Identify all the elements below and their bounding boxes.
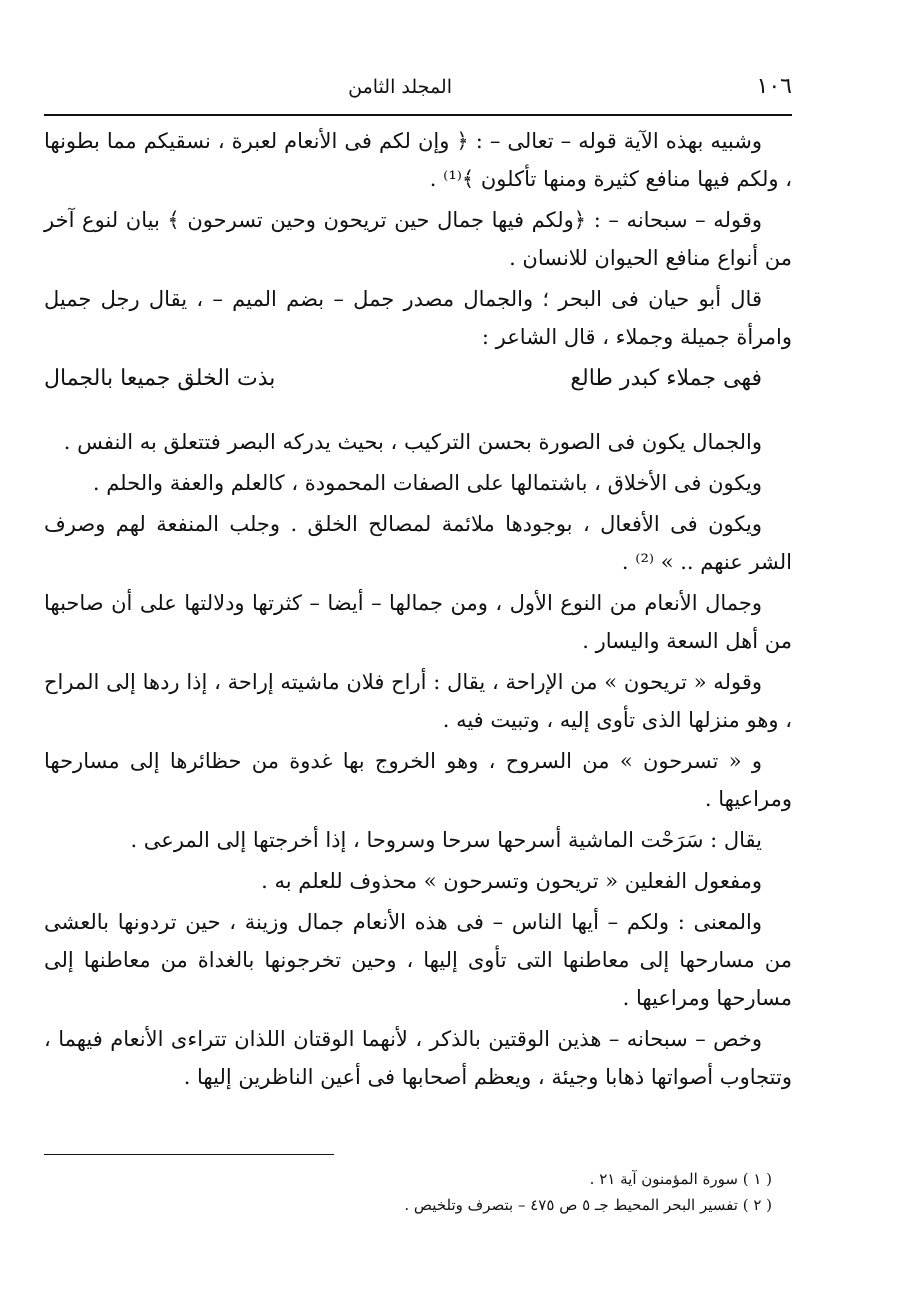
running-title: المجلد الثامن bbox=[348, 76, 452, 98]
footnote: ( ٢ ) تفسير البحر المحيط جـ ٥ ص ٤٧٥ – بتصرف وتلخيص . bbox=[404, 1196, 772, 1214]
paragraph: ويكون فى الأفعال ، بوجودها ملائمة لمصالح الخلق . وجلب المنفعة لهم وصرف الشر عنهم .. » ⁽²⁾ . bbox=[44, 512, 792, 574]
header-rule bbox=[44, 114, 792, 116]
paragraph: يقال : سَرَحْت الماشية أسرحها سرحا وسروحا ، إذا أخرجتها إلى المرعى . bbox=[130, 828, 762, 852]
paragraph: والجمال يكون فى الصورة بحسن التركيب ، بحيث يدركه البصر فتتعلق به النفس . bbox=[63, 430, 762, 454]
paragraph: وجمال الأنعام من النوع الأول ، ومن جمالها – أيضا – كثرتها ودلالتها على أن صاحبها من أهل السعة واليسار . bbox=[44, 591, 792, 653]
poetry-verse bbox=[44, 359, 762, 399]
page-header bbox=[44, 70, 792, 110]
paragraph: وخص – سبحانه – هذين الوقتين بالذكر ، لأنهما الوقتان اللذان تتراءى الأنعام فيهما ، وتتجاوب أصواتها ذهابا وجيئة ، ويعظم أصحابها فى أعين الناظرين إليها . bbox=[44, 1027, 792, 1089]
paragraph: و « تسرحون » من السروح ، وهو الخروج بها غدوة من حظائرها إلى مسارحها ومراعيها . bbox=[44, 749, 792, 811]
paragraph: وقوله « تريحون » من الإراحة ، يقال : أراح فلان ماشيته إراحة ، إذا ردها إلى المراح ، وهو منزلها الذى تأوى إليه ، وتبيت فيه . bbox=[44, 670, 792, 732]
paragraph: قال أبو حيان فى البحر ؛ والجمال مصدر جمل – بضم الميم – ، يقال رجل جميل وامرأة جميلة وجملاء ، قال الشاعر : bbox=[44, 287, 792, 349]
paragraph: ومفعول الفعلين « تريحون وتسرحون » محذوف للعلم به . bbox=[261, 869, 762, 893]
verse-second-hemistich: بذت الخلق جميعا بالجمال bbox=[44, 366, 276, 391]
page-number: ١٠٦ bbox=[756, 74, 792, 99]
footnote: ( ١ ) سورة المؤمنون آية ٢١ . bbox=[589, 1170, 772, 1188]
footnote-rule bbox=[44, 1154, 334, 1155]
paragraph: والمعنى : ولكم – أيها الناس – فى هذه الأنعام جمال وزينة ، حين تردونها بالعشى من مسارحها إلى معاطنها التى تأوى إليها ، وحين تخرجونها بالغداة من معاطنها إلى مسارحها ومراعيها . bbox=[44, 910, 792, 1010]
body-text bbox=[44, 122, 792, 1099]
paragraph: ويكون فى الأخلاق ، باشتمالها على الصفات المحمودة ، كالعلم والعفة والحلم . bbox=[92, 471, 762, 495]
footnotes bbox=[44, 1166, 772, 1218]
paragraph: وشبيه بهذه الآية قوله – تعالى – : ﴿ وإن لكم فى الأنعام لعبرة ، نسقيكم مما بطونها ، ولكم فيها منافع كثيرة ومنها تأكلون ﴾⁽¹⁾ . bbox=[44, 129, 792, 191]
paragraph: وقوله – سبحانه – : ﴿ولكم فيها جمال حين تريحون وحين تسرحون ﴾ بيان لنوع آخر من أنواع منافع الحيوان للانسان . bbox=[44, 208, 792, 270]
verse-first-hemistich: فهى جملاء كبدر طالع bbox=[570, 366, 762, 391]
